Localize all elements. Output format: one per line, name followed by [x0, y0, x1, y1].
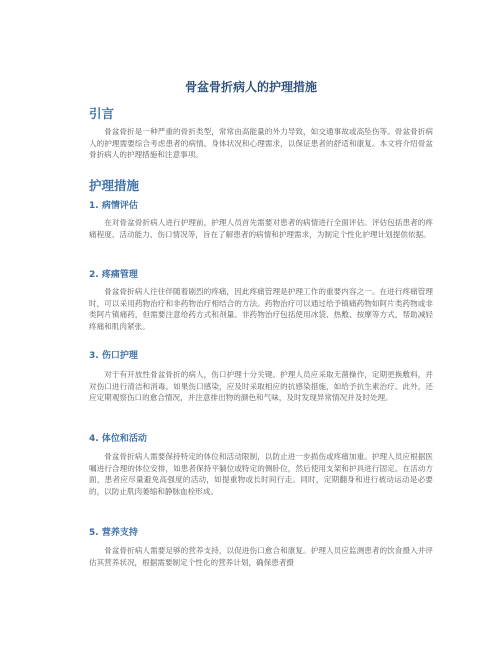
- section-3-title: 3. 伤口护理: [89, 351, 138, 361]
- intro-heading: 引言: [89, 106, 115, 121]
- section-2-title: 2. 疼痛管理: [89, 270, 138, 280]
- document-title: 骨盆骨折病人的护理措施: [184, 80, 317, 94]
- section-4-paragraph: 骨盆骨折病人需要保持特定的体位和活动限制，以防止进一步损伤或疼痛加重。护理人员应根据医嘱进行合理的体位安排，如患者保持平躺位或特定的侧卧位，然后使用支架和护具进行固定。在活动方面，患者应尽量避免高强度的活动，如提重物或长时间行走。同时，定期翻身和进行被动运动是必要的，以防止肌肉萎缩和静脉血栓形成。: [89, 452, 433, 496]
- section-2-paragraph: 骨盆骨折病人往往伴随着剧烈的疼痛，因此疼痛管理是护理工作的重要内容之一。在进行疼痛管理时，可以采用药物治疗和非药物治疗相结合的方法。药物治疗可以通过给予镇痛药物如阿片类药物或非类阿片镇痛药，但需要注意给药方式和剂量。非药物治疗包括使用冰袋、热敷、按摩等方式，帮助减轻疼痛和肌肉紧张。: [89, 287, 433, 331]
- section-1-title: 1. 病情评估: [89, 201, 138, 211]
- measures-heading: 护理措施: [89, 178, 140, 193]
- section-4-title: 4. 体位和活动: [89, 434, 147, 444]
- section-5-paragraph: 骨盆骨折病人需要足够的营养支持，以促进伤口愈合和康复。护理人员应监测患者的饮食摄入并评估其营养状况，根据需要制定个性化的营养计划，确保患者摄: [89, 546, 433, 567]
- section-1-paragraph: 在对骨盆骨折病人进行护理前，护理人员首先需要对患者的病情进行全面评估。评估包括患者的疼痛程度、活动能力、伤口情况等，旨在了解患者的病情和护理需求，为制定个性化护理计划提供依据。: [89, 218, 433, 239]
- section-3-paragraph: 对于有开放性骨盆骨折的病人，伤口护理十分关键。护理人员应采取无菌操作，定期更换敷料，并对伤口进行清洁和消毒。如果伤口感染，应及时采取相应的抗感染措施，如给予抗生素治疗。此外，还应定期观察伤口的愈合情况，并注意排出物的颜色和气味，及时发现异常情况并及时处理。: [89, 370, 433, 403]
- section-5-title: 5. 营养支持: [89, 528, 138, 538]
- intro-paragraph: 骨盆骨折是一种严重的骨折类型，常常由高能量的外力导致，如交通事故或高坠伤等。骨盆骨折病人的护理需要综合考虑患者的病情、身体状况和心理需求，以保证患者的舒适和康复。本文将介绍骨盆骨折病人的护理措施和注意事项。: [89, 127, 433, 160]
